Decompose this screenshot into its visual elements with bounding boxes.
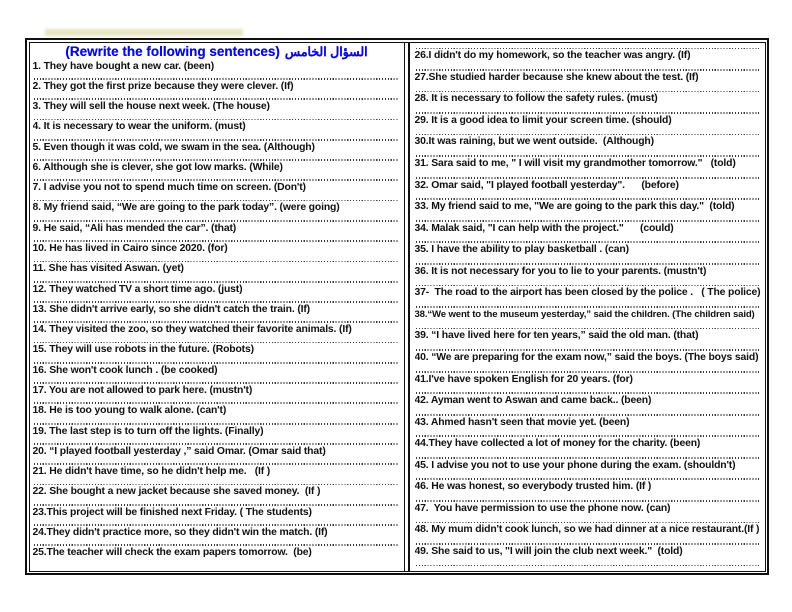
sentence-text: 18. He is too young to walk alone. (can't) [32, 405, 227, 417]
sentence-item [33, 385, 401, 405]
worksheet-table [25, 38, 769, 575]
sentence-item [415, 460, 761, 482]
answer-line [34, 261, 399, 263]
sentence-item [415, 417, 761, 439]
answer-line [416, 69, 759, 71]
sentence-text: 1. They have bought a new car. (been) [32, 60, 215, 72]
sentence-item [33, 304, 401, 324]
sentence-text: 3. They will sell the house next week. (The house) [32, 101, 270, 113]
sentence-item [33, 486, 401, 506]
answer-line [34, 423, 399, 425]
sentence-item [33, 223, 401, 243]
sentence-item [33, 81, 401, 101]
answer-line [34, 463, 399, 465]
answer-line [416, 134, 759, 136]
sentence-item [33, 101, 401, 121]
sentence-item [415, 158, 761, 180]
sentence-text: 23.This project will be finished next Friday. ( The students) [32, 506, 312, 518]
answer-line [34, 342, 399, 344]
sentence-item [33, 61, 401, 81]
worksheet-title [33, 44, 401, 61]
answer-line [34, 200, 399, 202]
answer-line [416, 48, 759, 50]
answer-line [416, 457, 759, 459]
sentence-text: 45. I advise you not to use your phone during the exam. (shouldn't) [414, 459, 736, 471]
right-column [410, 43, 765, 571]
sentence-item [33, 202, 401, 222]
answer-line [416, 328, 759, 330]
left-column [30, 43, 404, 571]
sentence-item [415, 115, 761, 137]
sentence-text: 39. “I have lived here for ten years,” said the old man. (that) [414, 330, 699, 342]
sentence-item [415, 546, 761, 568]
sentence-text: 6. Although she is clever, she got low marks. (While) [32, 161, 283, 173]
sentence-text: 44.They have collected a lot of money for the charity. (been) [414, 438, 701, 450]
sentence-text: 9. He said, “Ali has mended the car”. (that) [32, 222, 237, 234]
sentence-text: 24.They didn't practice more, so they didn't win the match. (If) [32, 526, 328, 538]
answer-line [416, 285, 759, 287]
sentence-item [415, 524, 761, 546]
answer-line [34, 98, 399, 100]
sentence-item [415, 180, 761, 202]
answer-line [416, 522, 759, 524]
sentence-text: 37- The road to the airport has been closed by the police . ( The police) [414, 287, 761, 299]
sentence-item [33, 182, 401, 202]
answer-line [416, 91, 759, 93]
sentence-text: 28. It is necessary to follow the safety rules. (must) [414, 93, 658, 105]
sentence-text: 25.The teacher will check the exam papers tomorrow. (be) [32, 547, 312, 559]
answer-line [34, 301, 399, 303]
answer-line [34, 139, 399, 141]
answer-line [34, 240, 399, 242]
sentence-item [415, 503, 761, 525]
sentence-item [415, 72, 761, 94]
sentence-item [415, 352, 761, 374]
answer-line [416, 198, 759, 200]
sentence-text: 42. Ayman went to Aswan and came back.. (been) [414, 395, 652, 407]
answer-line [34, 321, 399, 323]
sentence-item [33, 344, 401, 364]
title-english: (Rewrite the following sentences) [65, 43, 280, 59]
sentence-item [33, 507, 401, 527]
sentence-item [415, 244, 761, 266]
worksheet-table-inner [29, 42, 766, 572]
sentence-text: 8. My friend said, “We are going to the park today”. (were going) [32, 202, 340, 214]
answer-line [416, 392, 759, 394]
sentence-text: 12. They watched TV a short time ago. (just) [32, 283, 243, 295]
answer-line [416, 435, 759, 437]
sentence-item [415, 136, 761, 158]
sentence-text: 33. My friend said to me, "We are going to the park this day." (told) [414, 201, 735, 213]
sentence-item [415, 309, 761, 331]
sentence-text: 17. You are not allowed to park here. (mustn't) [32, 385, 253, 396]
sentence-text: 34. Malak said, "I can help with the project." (could) [414, 222, 674, 234]
answer-line [34, 544, 399, 546]
sentence-item [33, 243, 401, 263]
sentence-item [33, 263, 401, 283]
sentence-item [415, 50, 761, 72]
answer-line [416, 543, 759, 545]
sentence-item [415, 201, 761, 223]
sentence-item [415, 395, 761, 417]
sentence-text: 22. She bought a new jacket because she saved money. (If ) [32, 486, 321, 498]
sentence-text: 26.I didn't do my homework, so the teacher was angry. (If) [414, 50, 691, 62]
answer-line [416, 414, 759, 416]
sentence-text: 11. She has visited Aswan. (yet) [32, 263, 184, 275]
sentence-item [415, 374, 761, 396]
sentence-text: 35. I have the ability to play basketball . (can) [414, 244, 629, 256]
answer-line [34, 524, 399, 526]
sentence-text: 31. Sara said to me, " I will visit my grandmother tomorrow." (told) [414, 158, 736, 170]
answer-line [34, 362, 399, 364]
answer-line [416, 263, 759, 265]
answer-line [416, 371, 759, 373]
answer-line [416, 112, 759, 114]
sentence-item [415, 93, 761, 115]
answer-line [34, 220, 399, 222]
sentence-item [33, 121, 401, 141]
answer-line [416, 349, 759, 351]
answer-line [34, 78, 399, 80]
sentence-text: 48. My mum didn't cook lunch, so we had dinner at a nice restaurant.(If ) [414, 524, 760, 536]
sentence-text: 4. It is necessary to wear the uniform. (must) [32, 121, 246, 133]
sentence-text: 13. She didn't arrive early, so she didn't catch the train. (If) [32, 303, 310, 315]
answer-line [416, 500, 759, 502]
sentence-item [33, 405, 401, 425]
sentence-text: 38.“We went to the museum yesterday,” said the children. (The children said) [414, 308, 755, 320]
answer-line [34, 179, 399, 181]
sentence-item [33, 466, 401, 486]
sentence-text: 46. He was honest, so everybody trusted him. (If ) [414, 481, 652, 493]
sentence-item [33, 365, 401, 385]
answer-line [34, 443, 399, 445]
sentence-text: 2. They got the first prize because they were clever. (If) [32, 80, 294, 92]
sentence-text: 20. “I played football yesterday ,” said Omar. (Omar said that) [32, 445, 326, 457]
sentence-item [415, 287, 761, 309]
sentence-item [33, 142, 401, 162]
sentence-text: 32. Omar said, "I played football yesterday". (before) [414, 179, 679, 191]
sentence-text: 16. She won't cook lunch . (be cooked) [32, 364, 218, 376]
sentence-item [33, 527, 401, 547]
sentence-item [33, 446, 401, 466]
sentence-text: 15. They will use robots in the future. (Robots) [32, 344, 254, 356]
answer-line [416, 306, 759, 308]
sentence-text: 36. It is not necessary for you to lie to your parents. (mustn't) [414, 265, 707, 277]
answer-line [34, 119, 399, 121]
answer-line [34, 281, 399, 283]
sentence-text: 49. She said to us, "I will join the club next week." (told) [414, 545, 683, 557]
sentence-item [415, 266, 761, 288]
sentence-item [33, 324, 401, 344]
sentence-text: 29. It is a good idea to limit your screen time. (should) [414, 114, 672, 126]
sentence-item [33, 547, 401, 567]
answer-line [416, 478, 759, 480]
sentence-text: 43. Ahmed hasn't seen that movie yet. (been) [414, 416, 630, 428]
sentence-text: 41.I've have spoken English for 20 years. (for) [414, 373, 633, 385]
answer-line [416, 241, 759, 243]
sentence-text: 30.It was raining, but we went outside. (Although) [414, 136, 654, 148]
sentence-text: 7. I advise you not to spend much time on screen. (Don't) [32, 182, 306, 194]
sentence-item [415, 223, 761, 245]
sentence-item [415, 481, 761, 503]
sentence-item [33, 284, 401, 304]
sentence-text: 19. The last step is to turn off the lights. (Finally) [32, 425, 264, 437]
sentence-text: 40. “We are preparing for the exam now,” said the boys. (The boys said) [414, 351, 759, 363]
answer-line [34, 159, 399, 161]
answer-line [34, 382, 399, 384]
answer-line [416, 177, 759, 179]
sentence-item [33, 162, 401, 182]
sentence-text: 47. You have permission to use the phone now. (can) [414, 502, 671, 514]
answer-line [34, 402, 399, 404]
answer-line [416, 155, 759, 157]
sentence-text: 14. They visited the zoo, so they watched their favorite animals. (If) [32, 324, 352, 336]
answer-line [34, 504, 399, 506]
sentence-text: 5. Even though it was cold, we swam in the sea. (Although) [32, 141, 315, 153]
sentence-text: 21. He didn't have time, so he didn't help me. (If ) [32, 466, 271, 478]
answer-line [416, 565, 759, 567]
sentence-text: 27.She studied harder because she knew about the test. (If) [414, 71, 699, 83]
scan-highlight-artifact [45, 29, 243, 36]
sentence-text: 10. He has lived in Cairo since 2020. (for) [32, 243, 228, 255]
answer-line [416, 220, 759, 222]
answer-line [34, 484, 399, 486]
sentence-item [33, 426, 401, 446]
sentence-item [415, 438, 761, 460]
title-arabic: السؤال الخامس [284, 44, 368, 59]
sentence-item [415, 330, 761, 352]
